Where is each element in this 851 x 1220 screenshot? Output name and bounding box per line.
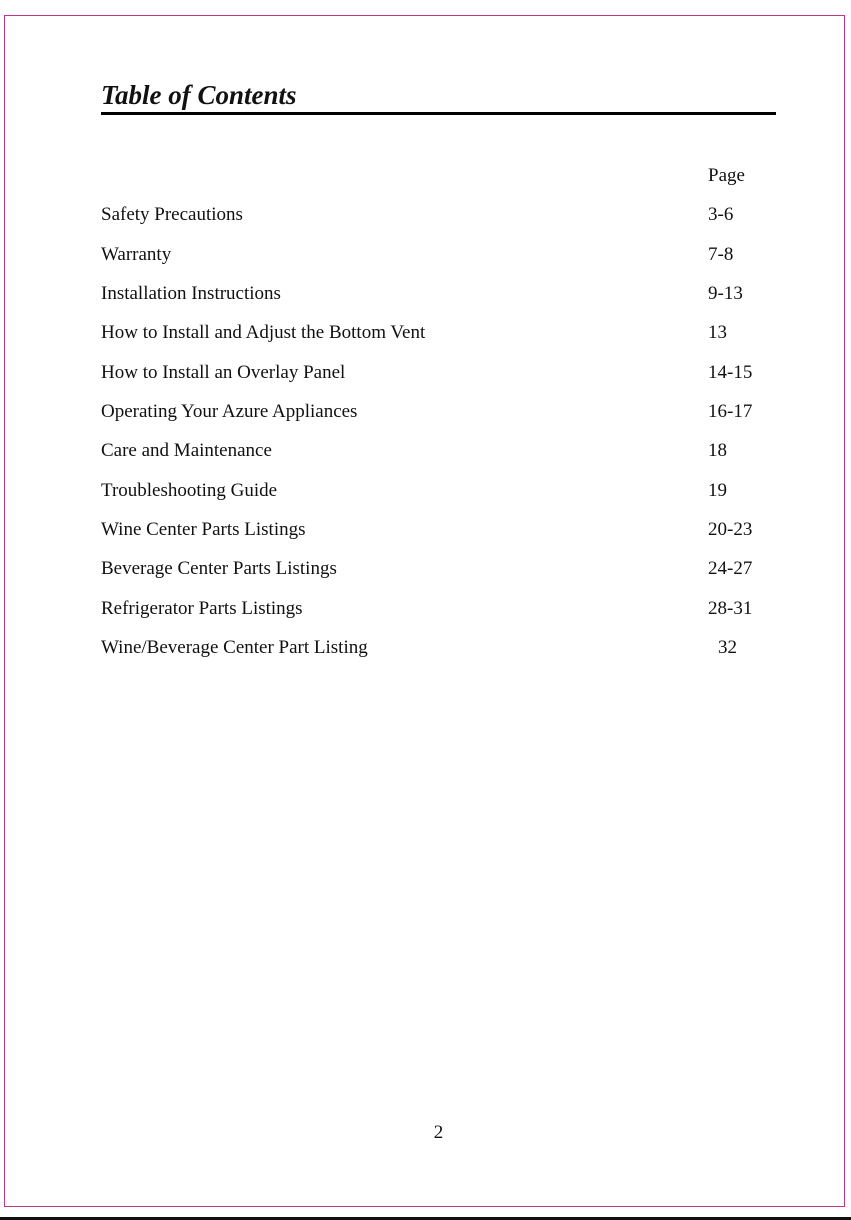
toc-entry-page: 18 bbox=[708, 440, 727, 461]
toc-entry-page: 14-15 bbox=[708, 362, 753, 383]
toc-entry-overlay-panel[interactable] bbox=[0, 361, 851, 385]
toc-entry-label: Operating Your Azure Appliances bbox=[101, 401, 358, 422]
toc-entry-page: 19 bbox=[708, 480, 727, 501]
toc-entry-care-maintenance[interactable] bbox=[0, 439, 851, 463]
toc-entry-label: Troubleshooting Guide bbox=[101, 480, 278, 501]
toc-entry-label: Wine Center Parts Listings bbox=[101, 519, 306, 540]
toc-entry-label: Refrigerator Parts Listings bbox=[101, 598, 303, 619]
toc-entry-label: How to Install and Adjust the Bottom Vent bbox=[101, 322, 426, 343]
page-column-header: Page bbox=[708, 165, 745, 186]
toc-entry-label: How to Install an Overlay Panel bbox=[101, 362, 346, 383]
toc-entry-label: Warranty bbox=[101, 244, 172, 265]
toc-entry-page: 7-8 bbox=[708, 244, 734, 265]
toc-entry-page: 20-23 bbox=[708, 519, 753, 540]
toc-entry-beverage-center-parts[interactable] bbox=[0, 557, 851, 581]
toc-entry-refrigerator-parts[interactable] bbox=[0, 597, 851, 621]
page-title: Table of Contents bbox=[101, 80, 297, 110]
toc-entry-page: 9-13 bbox=[708, 283, 743, 304]
toc-entry-wine-beverage-part[interactable] bbox=[0, 636, 851, 660]
toc-entry-safety-precautions[interactable] bbox=[0, 203, 851, 227]
toc-entry-warranty[interactable] bbox=[0, 243, 851, 267]
toc-entry-label: Safety Precautions bbox=[101, 204, 243, 225]
toc-entry-operating-appliances[interactable] bbox=[0, 400, 851, 424]
toc-entry-label: Installation Instructions bbox=[101, 283, 281, 304]
toc-entry-bottom-vent[interactable] bbox=[0, 321, 851, 345]
toc-entry-page: 3-6 bbox=[708, 204, 734, 225]
toc-entry-label: Beverage Center Parts Listings bbox=[101, 558, 337, 579]
page-number: 2 bbox=[433, 1122, 444, 1143]
toc-entry-troubleshooting[interactable] bbox=[0, 479, 851, 503]
toc-entry-label: Wine/Beverage Center Part Listing bbox=[101, 637, 368, 658]
toc-entry-page: 32 bbox=[718, 637, 737, 658]
toc-entry-label: Care and Maintenance bbox=[101, 440, 272, 461]
title-rule bbox=[101, 112, 776, 115]
toc-entry-page: 16-17 bbox=[708, 401, 753, 422]
toc-entry-wine-center-parts[interactable] bbox=[0, 518, 851, 542]
toc-entry-installation-instructions[interactable] bbox=[0, 282, 851, 306]
toc-entry-page: 28-31 bbox=[708, 598, 753, 619]
toc-entry-page: 13 bbox=[708, 322, 727, 343]
toc-entry-page: 24-27 bbox=[708, 558, 753, 579]
